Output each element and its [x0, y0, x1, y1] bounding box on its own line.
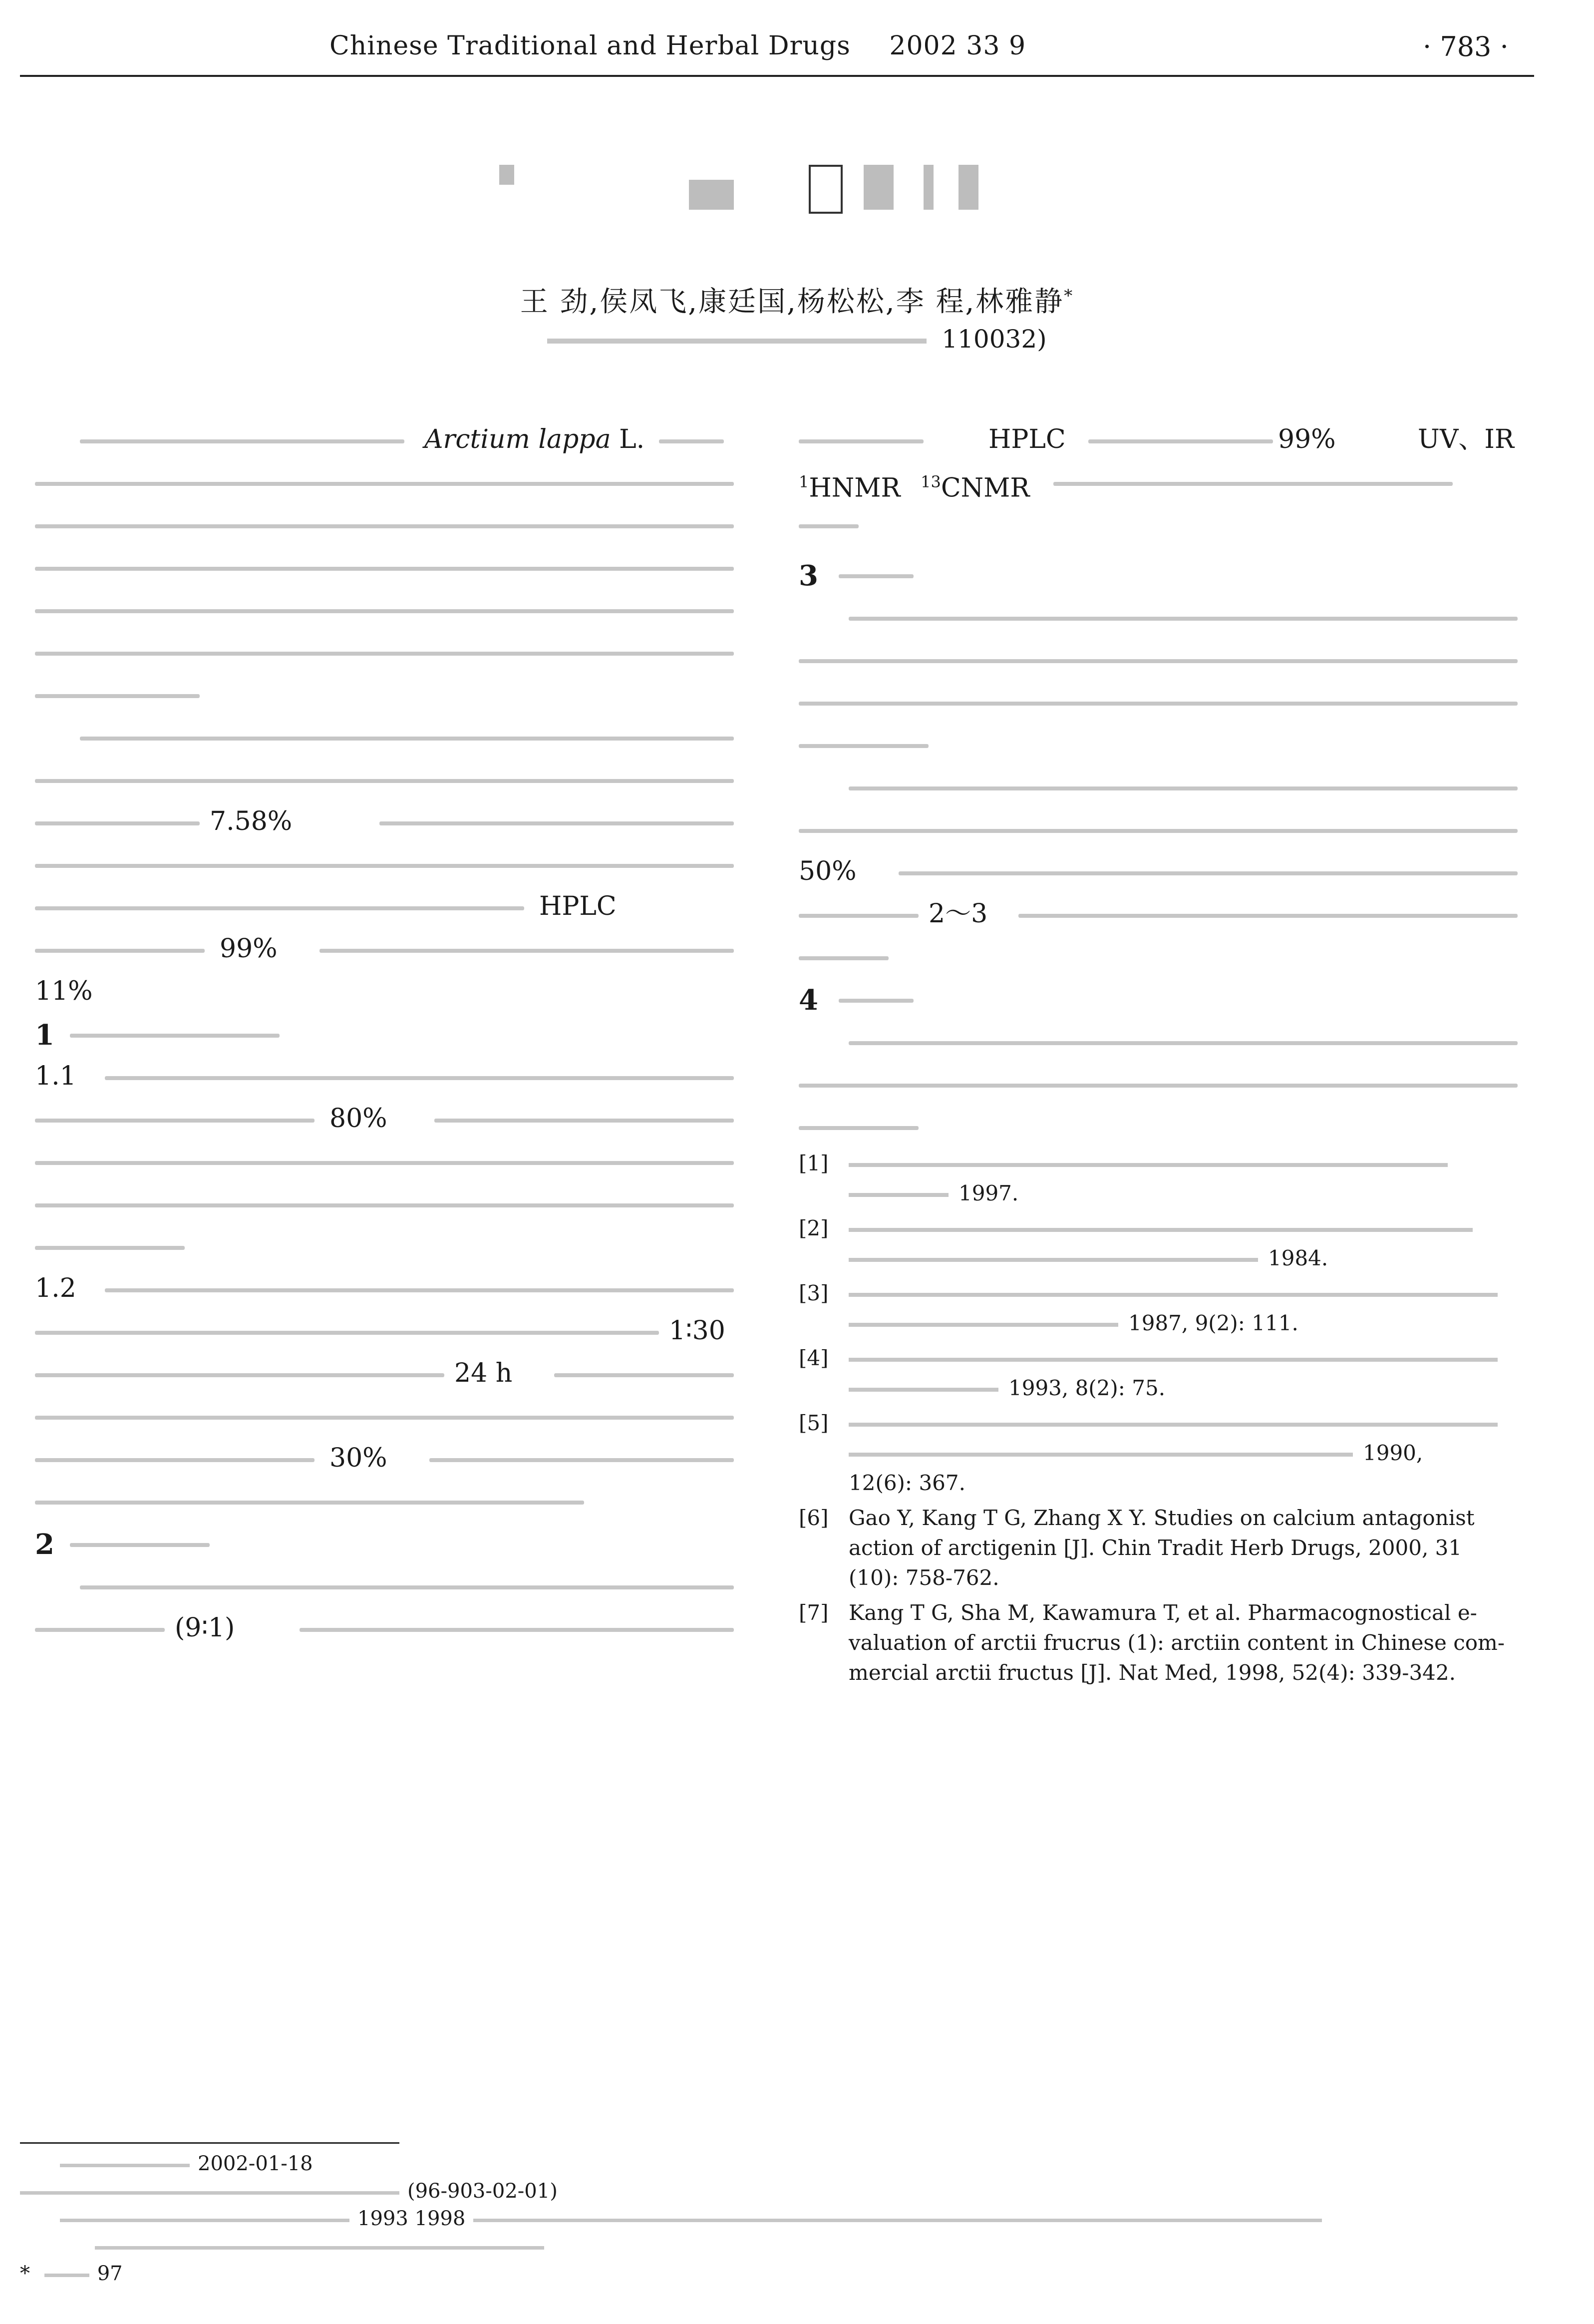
purity-value: 99%: [1278, 424, 1336, 454]
purity-value: 99%: [220, 934, 278, 964]
heading-text: [70, 1543, 210, 1547]
journal-name: [329, 31, 1026, 61]
text-line: [799, 702, 1518, 706]
text-line: [1018, 914, 1518, 918]
text-line: [799, 1084, 1518, 1088]
text-line: [899, 871, 1518, 875]
corresponding-mark: *: [1064, 286, 1074, 306]
reference-item: [1]: [799, 1149, 1448, 1178]
text-line: [35, 524, 734, 528]
reference-citation: 1990,: [849, 1438, 1423, 1468]
text-line: [1088, 439, 1273, 443]
text-line: [80, 439, 404, 443]
title-glyph: [809, 165, 843, 214]
header-rule: [20, 75, 1534, 77]
reference-line: valuation of arctii frucrus (1): arctiin content in Chinese com-: [849, 1630, 1505, 1655]
text-line: [554, 1373, 734, 1377]
author-bio-cont: [95, 2235, 544, 2258]
reference-citation: 1993, 8(2): 75.: [849, 1373, 1165, 1403]
text-line: [659, 439, 724, 443]
reference-placeholder: [849, 1163, 1448, 1167]
text-line: [799, 439, 924, 443]
text-line: [35, 779, 734, 783]
title-glyph: [924, 165, 934, 210]
reference-item: [6] Gao Y, Kang T G, Zhang X Y. Studies on calcium antagonist: [799, 1506, 1475, 1530]
reference-citation: 12(6): 367.: [849, 1471, 965, 1495]
authors-text: 王 劲,侯凤飞,康廷国,杨松松,李 程,林雅静: [520, 286, 1064, 318]
section-heading: 2: [35, 1528, 54, 1561]
text-line: [35, 567, 734, 571]
text-line: [35, 1458, 315, 1462]
text-line: [35, 1161, 734, 1165]
text-line: [35, 1373, 444, 1377]
references-heading: [799, 1126, 919, 1130]
title-glyph: [499, 165, 514, 185]
title-glyph: [864, 165, 894, 210]
text-line: [105, 1288, 734, 1292]
grant-note: (96-903-02-01): [20, 2180, 558, 2203]
affiliation-placeholder: [547, 339, 927, 344]
subsection-number: 1.1: [35, 1061, 76, 1091]
ratio-value: 2～3: [929, 899, 988, 929]
text-line: [35, 1416, 734, 1420]
article-title: [499, 165, 1098, 235]
text-line: [35, 1119, 315, 1123]
reference-line: (10): 758-762.: [849, 1565, 999, 1590]
corresponding-note: * 97: [20, 2262, 123, 2285]
text-line: [35, 1501, 584, 1505]
text-line: [434, 1119, 734, 1123]
text-line: [105, 1076, 734, 1080]
reference-line: action of arctigenin [J]. Chin Tradit Herb Drugs, 2000, 31: [849, 1536, 1462, 1560]
heading-text: [839, 999, 914, 1003]
text-line: [35, 694, 200, 698]
method-label: HPLC: [988, 424, 1066, 454]
text-line: [35, 1203, 734, 1207]
received-date: 2002-01-18: [60, 2152, 313, 2175]
text-line: [35, 609, 734, 613]
title-glyph: [689, 180, 734, 210]
method-label: HPLC: [539, 891, 617, 921]
species-name: Arctium lappa L.: [424, 424, 645, 454]
text-line: [799, 659, 1518, 663]
reference-year: 1984.: [849, 1243, 1328, 1273]
reference-item: [3]: [799, 1278, 1498, 1308]
ethanol-concentration: 80%: [329, 1104, 387, 1134]
text-line: [35, 1246, 185, 1250]
yield-value: 11%: [35, 976, 93, 1006]
text-line: [35, 1628, 165, 1632]
text-line: [35, 1331, 659, 1335]
issue-info: 2002 33 9: [889, 31, 1026, 61]
time-value: 24 h: [454, 1358, 513, 1388]
reference-item: [5]: [799, 1408, 1498, 1438]
reference-placeholder: [849, 1423, 1498, 1427]
section-heading: 3: [799, 559, 818, 592]
reference-placeholder: [849, 1358, 1498, 1362]
ratio-value: 1∶30: [669, 1316, 725, 1346]
reference-year: 1997.: [849, 1178, 1018, 1208]
text-line: [80, 1585, 734, 1589]
text-line: [35, 652, 734, 656]
text-line: [849, 1041, 1518, 1045]
text-line: [35, 949, 205, 953]
title-glyph: [958, 165, 978, 210]
percent-value: 50%: [799, 856, 857, 886]
reference-item: [7] Kang T G, Sha M, Kawamura T, et al. Pharmacognostical e-: [799, 1600, 1477, 1625]
section-heading: 4: [799, 984, 818, 1017]
method-label: UV、IR: [1418, 424, 1515, 454]
text-line: [799, 914, 919, 918]
postcode: 110032: [942, 325, 1037, 354]
footnote-rule: [20, 2142, 399, 2144]
author-list: [0, 280, 1594, 320]
reference-line: mercial arctii fructus [J]. Nat Med, 1998, 52(4): 339-342.: [849, 1660, 1456, 1685]
text-line: [319, 949, 734, 953]
heading-text: [70, 1034, 280, 1038]
text-line: [379, 821, 734, 825]
text-line: [35, 821, 200, 825]
text-line: [849, 617, 1518, 621]
author-bio: 1993 1998: [60, 2207, 1322, 2230]
ratio-value: (9∶1): [175, 1613, 235, 1643]
text-line: [799, 956, 889, 960]
reference-item: [4]: [799, 1343, 1498, 1373]
journal-title: Chinese Traditional and Herbal Drugs: [329, 31, 851, 61]
text-line: [799, 829, 1518, 833]
affiliation: 110032): [0, 325, 1594, 354]
text-line: [799, 744, 929, 748]
running-header: [0, 0, 1594, 75]
reference-placeholder: [849, 1228, 1473, 1232]
text-line: [1053, 482, 1453, 486]
section-heading: 1: [35, 1019, 54, 1052]
heading-text: [839, 574, 914, 578]
reference-placeholder: [849, 1293, 1498, 1297]
text-line: [429, 1458, 734, 1462]
text-line: [35, 906, 524, 910]
reference-citation: 1987, 9(2): 111.: [849, 1308, 1298, 1338]
yield-value: 7.58%: [210, 806, 293, 836]
text-line: [80, 737, 734, 741]
text-line: [849, 786, 1518, 790]
text-line: [35, 864, 734, 868]
text-line: [35, 482, 734, 486]
page-number: · 783 ·: [1423, 31, 1509, 62]
text-line: [799, 524, 859, 528]
percent-value: 30%: [329, 1443, 387, 1473]
nmr-methods: $^1$HNMR $^{13}$CNMR: [799, 472, 1030, 503]
reference-item: [2]: [799, 1213, 1473, 1243]
subsection-number: 1.2: [35, 1273, 76, 1303]
text-line: [300, 1628, 734, 1632]
